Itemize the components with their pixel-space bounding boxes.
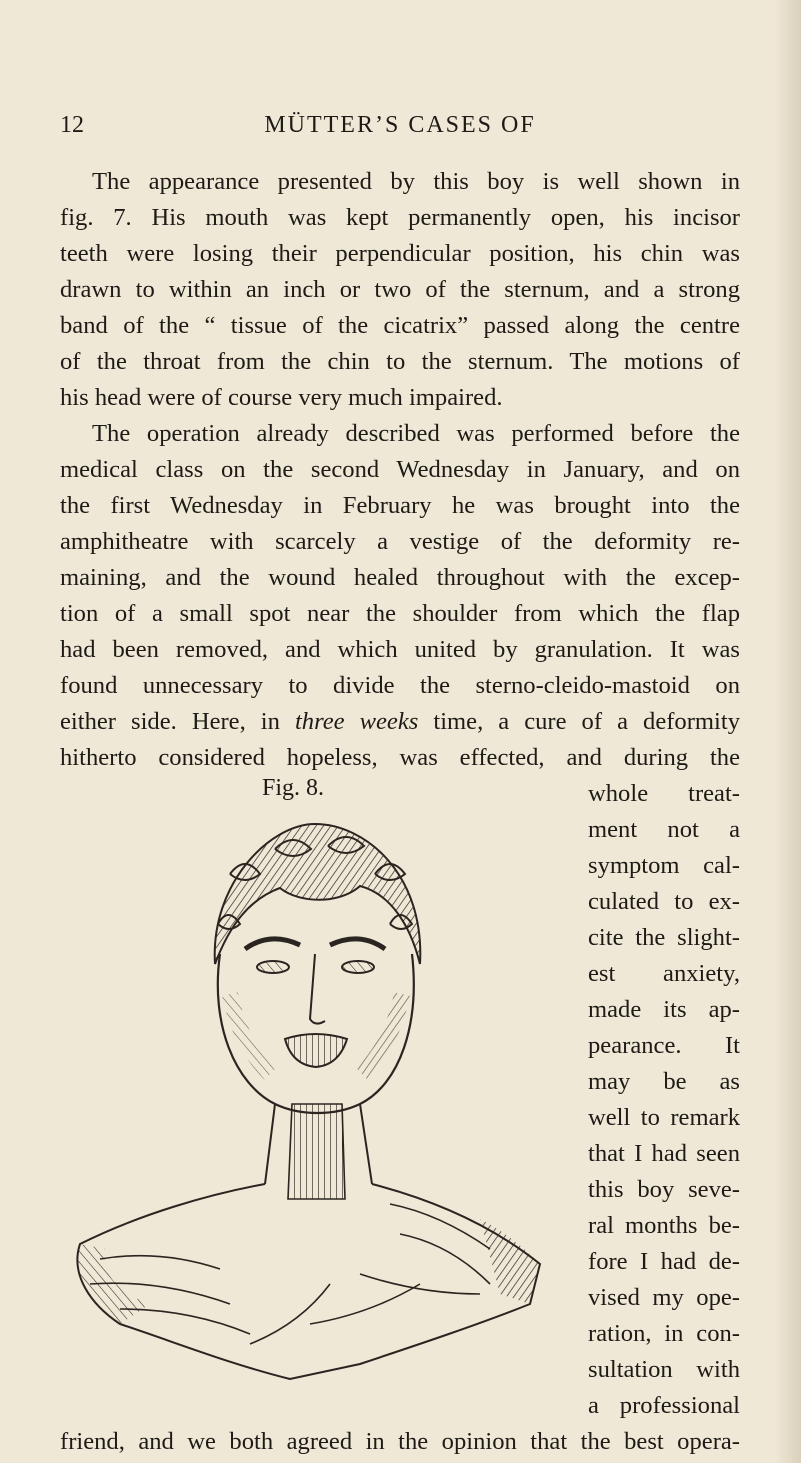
body-line: amphitheatre with scarcely a vestige of the deformity re- <box>60 528 740 555</box>
wrap-line: ral months be- <box>588 1212 740 1239</box>
eye-left <box>257 961 289 973</box>
wrap-line: made its ap- <box>588 996 740 1023</box>
wrap-line: that I had seen <box>588 1140 740 1167</box>
body-line: hitherto considered hopeless, was effected, and during the <box>60 744 740 771</box>
body-line: drawn to within an inch or two of the sternum, and a strong <box>60 276 740 303</box>
body-line: of the throat from the chin to the sternum. The motions of <box>60 348 740 375</box>
page-edge-shadow <box>775 0 801 1463</box>
page-number: 12 <box>60 112 84 138</box>
brow-right <box>330 939 385 949</box>
text-run: time, a cure of a deformity <box>418 708 740 735</box>
shoulders <box>77 1184 540 1379</box>
body-line: medical class on the second Wednesday in January, and on <box>60 456 740 483</box>
body-line-italic <box>60 707 740 737</box>
body-line: The operation already described was performed before the <box>92 420 740 447</box>
mouth <box>285 1034 347 1067</box>
body-line: The appearance presented by this boy is well shown in <box>92 168 740 195</box>
hair <box>215 824 421 964</box>
body-line: his head were of course very much impaired. <box>60 384 503 411</box>
cicatrix-band <box>288 1104 345 1199</box>
figure-caption: Fig. 8. <box>262 775 325 801</box>
text-run: either side. Here, in <box>60 708 295 735</box>
italic-emphasis: three weeks <box>294 708 419 735</box>
wrap-line: whole treat- <box>588 780 740 807</box>
page-header <box>60 112 740 146</box>
figure-8-engraving <box>60 800 568 1380</box>
wrap-line: ration, in con- <box>588 1320 740 1347</box>
wrap-line: est anxiety, <box>588 960 740 987</box>
body-line: fig. 7. His mouth was kept permanently open, his incisor <box>60 204 740 231</box>
brow-left <box>245 939 300 949</box>
wrap-line: symptom cal- <box>588 852 740 879</box>
nose <box>310 954 325 1024</box>
body-line: maining, and the wound healed throughout with the excep- <box>60 564 740 591</box>
wrap-line: pearance. It <box>588 1032 740 1059</box>
wrap-line: sultation with <box>588 1356 740 1383</box>
body-line: band of the “ tissue of the cicatrix” passed along the centre <box>60 312 740 339</box>
body-line: the first Wednesday in February he was brought into the <box>60 492 740 519</box>
drapery-folds <box>90 1204 490 1344</box>
wrap-line: ment not a <box>588 816 740 843</box>
wrap-line: well to remark <box>588 1104 740 1131</box>
wrap-line: culated to ex- <box>588 888 740 915</box>
portrait-illustration <box>60 800 568 1388</box>
wrap-line: a professional <box>588 1392 740 1419</box>
wrap-line: cite the slight- <box>588 924 740 951</box>
body-line: friend, and we both agreed in the opinion that the best opera- <box>60 1428 740 1455</box>
wrap-line: vised my ope- <box>588 1284 740 1311</box>
eye-right <box>342 961 374 973</box>
running-head: MÜTTER’S CASES OF <box>264 112 536 138</box>
wrap-line: this boy seve- <box>588 1176 740 1203</box>
body-line: found unnecessary to divide the sterno-cleido-mastoid on <box>60 672 740 699</box>
wrap-line: fore I had de- <box>588 1248 740 1275</box>
body-line: teeth were losing their perpendicular position, his chin was <box>60 240 740 267</box>
wrap-line: may be as <box>588 1068 740 1095</box>
body-line: had been removed, and which united by granulation. It was <box>60 636 740 663</box>
body-line: tion of a small spot near the shoulder from which the flap <box>60 600 740 627</box>
